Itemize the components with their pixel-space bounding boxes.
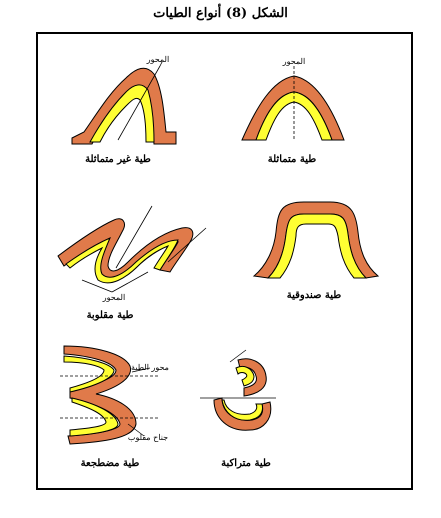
caption-overlapping: طية متراكبة <box>221 458 271 469</box>
axis-label: المحور <box>102 293 126 302</box>
recumbent-fold <box>60 346 160 444</box>
axis-label: محور الطية <box>131 363 169 372</box>
overturned-fold <box>58 206 206 292</box>
caption-overturned: طية مقلوبة <box>86 310 134 321</box>
asymmetric-fold <box>72 62 176 144</box>
symmetric-fold <box>242 66 344 140</box>
box-fold <box>254 202 378 278</box>
caption-recumbent: طية مضطجعة <box>80 458 140 469</box>
caption-asymmetric: طية غير متماثلة <box>85 154 151 165</box>
caption-box: طية صندوقية <box>286 290 342 301</box>
axis-label: المحور <box>282 57 306 66</box>
caption-symmetric: طية متماثلة <box>267 154 317 165</box>
figure-title: الشكل (8) أنواع الطيات <box>153 6 288 21</box>
outer-layer <box>254 202 378 278</box>
axis-label: المحور <box>146 55 170 64</box>
overlapping-fold <box>200 350 276 430</box>
limb-label: جناح مقلوب <box>127 433 169 442</box>
